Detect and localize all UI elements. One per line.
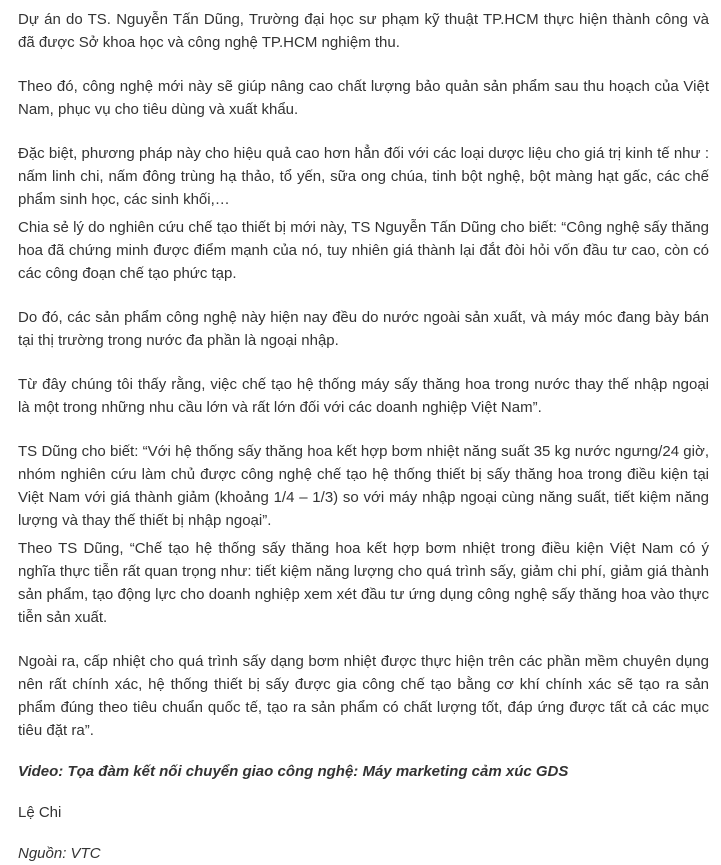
article-paragraph: Dự án do TS. Nguyễn Tấn Dũng, Trường đại học sư phạm kỹ thuật TP.HCM thực hiện thành công và đã được Sở khoa học và công nghệ TP.HCM nghiệm thu. [18, 11, 709, 51]
article-paragraph: Đặc biệt, phương pháp này cho hiệu quả cao hơn hẳn đối với các loại dược liệu cho giá trị kinh tế như : nấm linh chi, nấm đông trùng hạ thảo, tổ yến, sữa ong chúa, tinh bột nghệ, bột màng hạt gấc, các chế phẩm sinh học, các sinh khối,… [18, 145, 709, 208]
source: Nguồn: VTC [18, 845, 101, 862]
article-paragraph: Theo TS Dũng, “Chế tạo hệ thống sấy thăng hoa kết hợp bơm nhiệt trong điều kiện Việt Nam có ý nghĩa thực tiễn rất quan trọng như: tiết kiệm năng lượng cho quá trình sấy, giảm chi phí, giảm giá thành sản phẩm, tạo động lực cho doanh nghiệp xem xét đầu tư ứng dụng công nghệ sấy thăng hoa vào thực tiễn sản xuất. [18, 540, 709, 626]
author: Lệ Chi [18, 804, 62, 821]
article-paragraph: Theo đó, công nghệ mới này sẽ giúp nâng cao chất lượng bảo quản sản phẩm sau thu hoạch của Việt Nam, phục vụ cho tiêu dùng và xuất khẩu. [18, 78, 709, 118]
article-paragraph: Ngoài ra, cấp nhiệt cho quá trình sấy dạng bơm nhiệt được thực hiện trên các phần mềm chuyên dụng nên rất chính xác, hệ thống thiết bị sấy được gia công chế tạo bằng cơ khí chính xác sẽ tạo ra sản phẩm đúng theo tiêu chuẩn quốc tế, tạo ra sản phẩm có chất lượng tốt, đáp ứng được tất cả các mục tiêu đặt ra”. [18, 653, 709, 739]
article-paragraph: Do đó, các sản phẩm công nghệ này hiện nay đều do nước ngoài sản xuất, và máy móc đang bày bán tại thị trường trong nước đa phần là ngoại nhập. [18, 309, 709, 349]
article-paragraph: Chia sẻ lý do nghiên cứu chế tạo thiết bị mới này, TS Nguyễn Tấn Dũng cho biết: “Công nghệ sấy thăng hoa đã chứng minh được điểm mạnh của nó, tuy nhiên giá thành lại đắt đòi hỏi vốn đầu tư cao, còn có các công đoạn chế tạo phức tạp. [18, 219, 709, 282]
article-paragraph: Từ đây chúng tôi thấy rằng, việc chế tạo hệ thống máy sấy thăng hoa trong nước thay thế nhập ngoại là một trong những nhu cầu lớn và rất lớn đối với các doanh nghiệp Việt Nam”. [18, 376, 709, 416]
video-title: Video: Tọa đàm kết nối chuyển giao công nghệ: Máy marketing cảm xúc GDS [18, 763, 569, 780]
article-paragraph: TS Dũng cho biết: “Với hệ thống sấy thăng hoa kết hợp bơm nhiệt năng suất 35 kg nước ngưng/24 giờ, nhóm nghiên cứu làm chủ được công nghệ chế tạo hệ thống thiết bị sấy thăng hoa trong điều kiện tại Việt Nam với giá thành giảm (khoảng 1/4 – 1/3) so với máy nhập ngoại cùng năng suất, tiết kiệm năng lượng và thay thế thiết bị nhập ngoại”. [18, 443, 709, 529]
